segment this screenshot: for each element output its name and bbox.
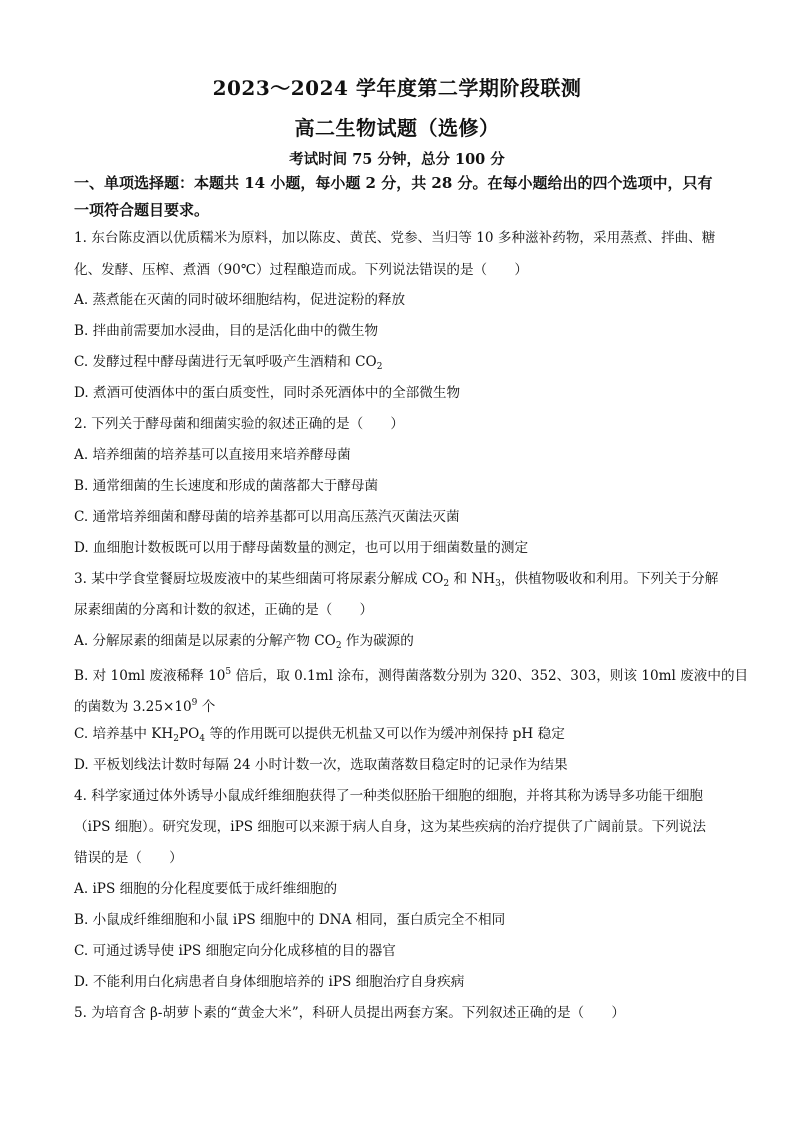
q1-option-d: D. 煮酒可使酒体中的蛋白质变性，同时杀死酒体中的全部微生物 (74, 385, 461, 401)
q4-option-b: B. 小鼠成纤维细胞和小鼠 iPS 细胞中的 DNA 相同，蛋白质完全不相同 (74, 912, 506, 928)
exam-subject-title: 高二生物试题（选修） (294, 116, 500, 140)
q1-stem-line1: 1. 东台陈皮酒以优质糯米为原料，加以陈皮、黄芪、党参、当归等 10 多种滋补药物，采用蒸煮、拌曲、糖 (74, 230, 716, 246)
q4-stem-line2: （iPS 细胞）。研究发现，iPS 细胞可以来源于病人自身，这为某些疾病的治疗提供了广阔前景。下列说法 (74, 819, 706, 835)
q4-option-d: D. 不能利用白化病患者自身体细胞培养的 iPS 细胞治疗自身疾病 (74, 974, 465, 990)
q3-option-b-line2: 的菌数为 $3.25\times 10^9$ 个 (74, 698, 216, 715)
exam-info: 考试时间 75 分钟，总分 100 分 (289, 151, 505, 168)
q3-stem-line2: 尿素细菌的分离和计数的叙述，正确的是（ ） (74, 602, 374, 618)
q1-option-c: C. 发酵过程中酵母菌进行无氧呼吸产生酒精和 $CO_2$ (74, 354, 383, 372)
q2-option-b: B. 通常细菌的生长速度和形成的菌落都大于酵母菌 (74, 478, 379, 494)
q1-stem-line2: 化、发酵、压榨、煮酒（90℃）过程酿造而成。下列说法错误的是（ ） (74, 262, 528, 278)
q2-option-a: A. 培养细菌的培养基可以直接用来培养酵母菌 (74, 447, 351, 463)
q3-stem-line1: 3. 某中学食堂餐厨垃圾废液中的某些细菌可将尿素分解成 $CO_2$ 和 $NH_3$，供植物吸收和利用。下列关于分解 (74, 571, 719, 589)
q3-option-b-line1: B. 对 10ml 废液稀释 $10^5$ 倍后，取 0.1ml 涂布，测得菌落数分别为 320、352、303，则该 10ml 废液中的目 (74, 667, 749, 684)
exam-title: 2023～2024 学年度第二学期阶段联测 (212, 76, 582, 100)
q4-option-a: A. iPS 细胞的分化程度要低于成纤维细胞的 (74, 881, 338, 897)
section-heading: 一、单项选择题：本题共 14 小题，每小题 2 分，共 28 分。在每小题给出的四个选项中，只有一项符合题目要求。 (74, 174, 713, 219)
q1-option-a: A. 蒸煮能在灭菌的同时破坏细胞结构，促进淀粉的释放 (74, 292, 406, 308)
q4-stem-line1: 4. 科学家通过体外诱导小鼠成纤维细胞获得了一种类似胚胎干细胞的细胞，并将其称为诱导多功能干细胞 (74, 788, 704, 804)
q2-stem: 2. 下列关于酵母菌和细菌实验的叙述正确的是（ ） (74, 416, 404, 432)
q3-option-d: D. 平板划线法计数时每隔 24 小时计数一次，选取菌落数目稳定时的记录作为结果 (74, 757, 568, 773)
q5-stem: 5. 为培育含 β-胡萝卜素的“黄金大米”，科研人员提出两套方案。下列叙述正确的是（ ） (74, 1005, 625, 1021)
q2-option-d: D. 血细胞计数板既可以用于酵母菌数量的测定，也可以用于细菌数量的测定 (74, 540, 529, 556)
q3-option-a: A. 分解尿素的细菌是以尿素的分解产物 $CO_2$ 作为碳源的 (74, 633, 414, 651)
q1-option-b: B. 拌曲前需要加水浸曲，目的是活化曲中的微生物 (74, 323, 379, 339)
q3-option-c: C. 培养基中 $KH_2PO_4$ 等的作用既可以提供无机盐又可以作为缓冲剂保持 pH 稳定 (74, 726, 565, 744)
q2-option-c: C. 通常培养细菌和酵母菌的培养基都可以用高压蒸汽灭菌法灭菌 (74, 509, 460, 525)
q4-option-c: C. 可通过诱导使 iPS 细胞定向分化成移植的目的器官 (74, 943, 396, 959)
q4-stem-line3: 错误的是（ ） (74, 850, 183, 866)
